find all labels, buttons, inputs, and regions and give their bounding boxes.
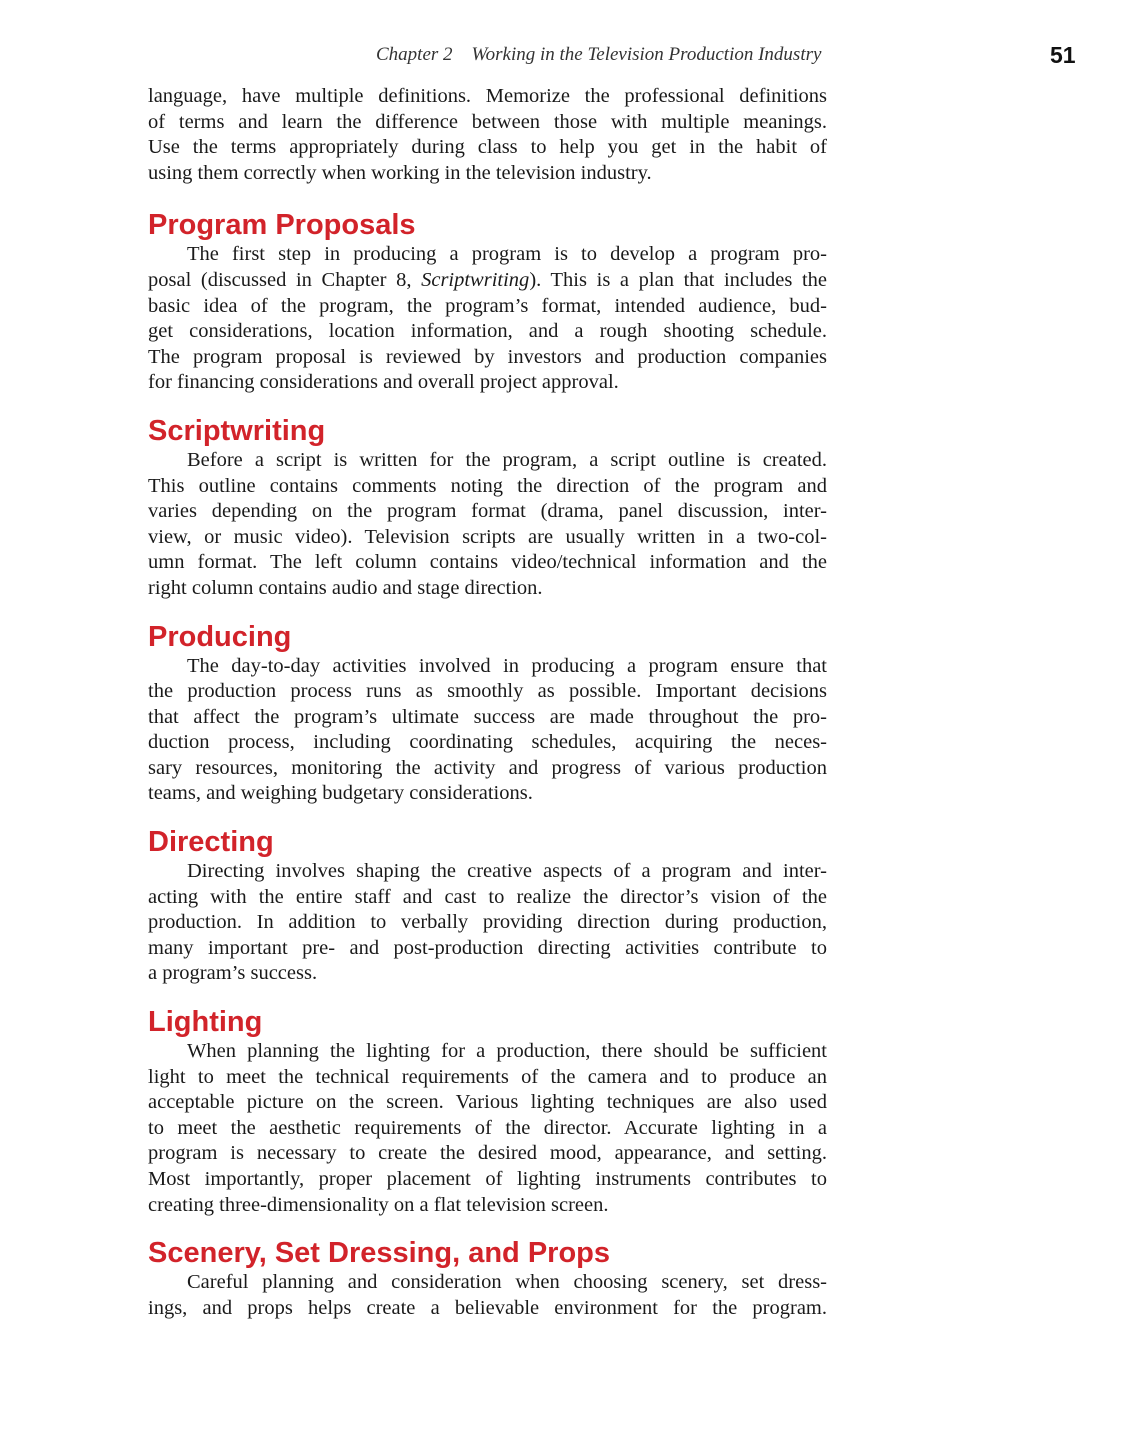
page-number: 51	[1050, 42, 1076, 68]
text-line: The first step in producing a program is to develop a program pro-	[187, 243, 827, 266]
text-line: umn format. The left column contains video/technical information and the	[148, 551, 827, 574]
text-line: Directing involves shaping the creative aspects of a program and inter-	[187, 860, 827, 883]
section-producing	[148, 620, 827, 808]
section-heading: Producing	[148, 620, 292, 653]
text-line: Use the terms appropriately during class to help you get in the habit of	[148, 136, 827, 159]
text-line: The day-to-day activities involved in producing a program ensure that	[187, 654, 827, 677]
section-paragraph	[148, 242, 827, 396]
text-line: duction process, including coordinating schedules, acquiring the neces-	[148, 731, 827, 754]
section-paragraph	[148, 1039, 827, 1218]
text-line: Careful planning and consideration when choosing scenery, set dress-	[187, 1271, 827, 1294]
text-line: to meet the aesthetic requirements of the director. Accurate lighting in a	[148, 1116, 827, 1139]
text-line: acting with the entire staff and cast to realize the director’s vision of the	[148, 885, 827, 908]
text-line: using them correctly when working in the television industry.	[148, 161, 652, 184]
section-heading: Directing	[148, 826, 274, 859]
text-line: ings, and props helps create a believable environment for the program.	[148, 1296, 827, 1319]
text-fragment: ). This is a plan that includes the	[529, 268, 827, 291]
running-head: Chapter 2 Working in the Television Production Industry	[376, 44, 822, 65]
text-line: the production process runs as smoothly as possible. Important decisions	[148, 680, 827, 703]
text-line: basic idea of the program, the program’s format, intended audience, bud-	[148, 294, 827, 317]
text-line: This outline contains comments noting the direction of the program and	[148, 474, 827, 497]
text-line: that affect the program’s ultimate success are made throughout the pro-	[148, 705, 827, 728]
section-scriptwriting	[148, 414, 827, 602]
text-line: right column contains audio and stage direction.	[148, 576, 543, 599]
intro-paragraph	[148, 84, 827, 186]
text-line: acceptable picture on the screen. Various lighting techniques are also used	[148, 1091, 827, 1114]
section-heading: Scenery, Set Dressing, and Props	[148, 1237, 611, 1270]
text-line: The program proposal is reviewed by investors and production companies	[148, 345, 827, 368]
text-line: get considerations, location information, and a rough shooting schedule.	[148, 320, 827, 343]
section-heading: Program Proposals	[148, 209, 416, 242]
text-line: light to meet the technical requirements of the camera and to produce an	[148, 1065, 827, 1088]
text-line: for financing considerations and overall project approval.	[148, 371, 619, 394]
section-paragraph	[148, 448, 827, 602]
text-line: creating three-dimensionality on a flat television screen.	[148, 1193, 609, 1216]
text-line: sary resources, monitoring the activity and progress of various production	[148, 756, 827, 779]
text-line: a program’s success.	[148, 962, 318, 985]
text-line: of terms and learn the difference between those with multiple meanings.	[148, 110, 827, 133]
text-line: program is necessary to create the desired mood, appearance, and setting.	[148, 1142, 827, 1165]
text-line: Before a script is written for the program, a script outline is created.	[187, 448, 827, 471]
section-scenery-set-dressing-props	[148, 1236, 827, 1321]
section-directing	[148, 825, 827, 987]
text-line: production. In addition to verbally providing direction during production,	[148, 911, 827, 934]
text-fragment: posal (discussed in Chapter 8,	[148, 268, 422, 291]
text-line: language, have multiple definitions. Memorize the professional definitions	[148, 85, 827, 107]
text-line: Most importantly, proper placement of lighting instruments contributes to	[148, 1168, 827, 1190]
section-heading: Scriptwriting	[148, 414, 326, 447]
text-line: When planning the lighting for a production, there should be sufficient	[187, 1040, 827, 1063]
section-paragraph	[148, 654, 827, 808]
text-line: varies depending on the program format (drama, panel discussion, inter-	[148, 500, 827, 523]
section-heading: Lighting	[148, 1006, 263, 1039]
text-line	[148, 268, 827, 294]
text-line: many important pre- and post-production directing activities contribute to	[148, 936, 827, 959]
section-lighting	[148, 1005, 827, 1218]
section-paragraph	[148, 1270, 827, 1321]
text-line: teams, and weighing budgetary considerations.	[148, 782, 533, 805]
text-line: view, or music video). Television scripts are usually written in a two-col-	[148, 525, 827, 548]
section-paragraph	[148, 859, 827, 987]
book-chapter-title: Scriptwriting	[421, 268, 530, 291]
section-program-proposals	[148, 208, 827, 396]
page-body	[148, 84, 827, 1321]
